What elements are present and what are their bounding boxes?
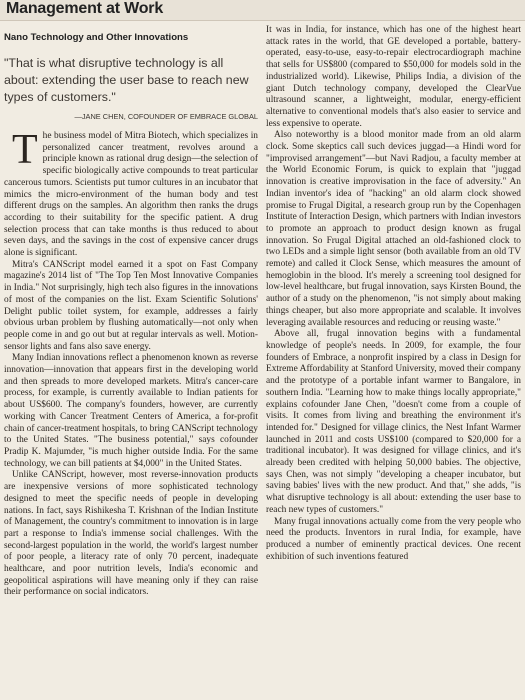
sidebar-heading: Nano Technology and Other Innovations [4,32,189,43]
paragraph: Mitra's CANScript model earned it a spot on Fast Company magazine's 2014 list of "The Top Ten Most Innovative Companies in India." Not surprisingly, high tech also figures in the innovations of most of the companies on the list. Exam Scientific Solutions' Delight public toilet system, for example, addresses a fairly obvious urban problem by flushing automatically—not only when people come in and go out but at regular intervals as well. Motion-sensor lights and fans also save energy. [4,259,258,352]
left-column [4,32,258,599]
section-title: Management at Work [6,0,164,17]
paragraph: Unlike CANScript, however, most reverse-innovation products are inexpensive versions of more sophisticated technology designed to meet the specific needs of people in developing nations. In fact, says Rishikesha T. Krishnan of the Indian Institute of Management, the country's commitment to innovation is in large part a response to India's immense social challenges. With the second-largest population in the world, the world's largest number of poor people, a literacy rate of only 70 percent, inadequate healthcare, and poor nutrition levels, India's economic and geopolitical aspirations will have meaning only if they can raise their performance on social indicators. [4,470,258,598]
paragraph: Many Indian innovations reflect a phenomenon known as reverse innovation—innovation that appears first in the developing world and then spreads to more developed markets. Mitra's cancer-care process, for example, is currently available to Indian patients for about US$600. The company's founders, however, are currently working with Cancer Treatment Centers of America, a for-profit chain of cancer-treatment hospitals, to bring CANScript technology to the United States. "The business potential," says cofounder Pradip K. Majumder, "is much higher outside India. For the same technology, we can bill patients at $4,000" in the United States. [4,353,258,469]
paragraph [4,127,258,260]
paragraph: Many frugal innovations actually come from the very people who need the products. Inventors in rural India, for example, have produced a number of eminently practical devices. One recent exhibition of such inventions featured [266,516,521,562]
section-header-bar [0,0,525,21]
quote-attribution: —JANE CHEN, COFOUNDER OF EMBRACE GLOBAL [74,112,258,121]
left-body-text [4,127,258,599]
pull-quote: "That is what disruptive technology is all about: extending the user base to reach new types of customers." [4,56,249,104]
paragraph-text: he business model of Mitra Biotech, which specializes in personalized cancer treatment, revolves around a principle known as rational drug design—the selection of specific biologically active compounds to treat particular cancerous tumors. Scientists put tumor cultures in an incubator that mimics the micro-environment of the human body and test different drugs on the samples. An algorithm then ranks the drugs according to their suitability for the specific patient. A drug selection process that can take months is thus reduced to about seven days, and the savings in the cost of expensive cancer drugs alone is significant. [4,131,258,259]
drop-cap: T [12,127,38,173]
paragraph: Also noteworthy is a blood monitor made from an old alarm clock. Some skeptics call such devices juggad—a Hindi word for "improvised arrangement"—but Navi Radjou, a faculty member at the World Economic Forum, is quick to explain that "juggad innovation is creative improvisation in the face of adversity." An Indian inventor's idea of "hacking" an old alarm clock showed promise to Frugal Digital, a research group run by the Copenhagen Institute of Interaction Design, which partners with Indian investors to promote an approach to product design known as frugal innovation. So Frugal Digital attached an old-fashioned clock to two LEDs and a simple light sensor (both available from an old TV remote) and called it Clock Sense, which measures the amount of hemoglobin in the blood. It's merely a screening tool designed for low-level healthcare, but frugal innovation, says Kirsten Bound, the author of a study on the phenomenon, "is not simply about making things cheaper, but also more appropriate and scalable. It involves leveraging available resources and reducing or reusing waste." [266,130,521,328]
right-column [266,25,521,563]
paragraph: Above all, frugal innovation begins with a fundamental knowledge of people's needs. In 2009, for example, the four founders of Embrace, a nonprofit inspired by a class in Design for Extreme Affordability at Stanford University, moved their company and the prototype of a portable infant warmer to Bangalore, in southern India. "Learning how to make things locally appropriate," explains cofounder Jane Chen, "doesn't come from a couple of visits. It comes from living and breathing the environment it's intended for." Designed for village clinics, the Nest Infant Warmer launched in 2011 and costs US$100 (compared to $20,000 for a traditional incubator). It was designed for village clinics, and it's already been credited with helping 50,000 babies. The objective, says Chen, was not simply "developing a cheaper incubator, but saving babies' lives with the new product. And that," she adds, "is what disruptive technology is all about: extending the user base to reach new types of customers." [266,329,521,515]
paragraph: It was in India, for instance, which has one of the highest heart attack rates in the world, that GE developed a portable, battery-operated, easy-to-use, easy-to-repair electrocardiograph machine that sells for US$800 (compared to $50,000 for models sold in the industrialized world). Likewise, Philips India, a division of the giant Dutch technology company, developed the ClearVue ultrasound scanner, a lightweight, modular, energy-efficient alternative to conventional models that's also easier to service and less expensive to operate. [266,25,521,129]
